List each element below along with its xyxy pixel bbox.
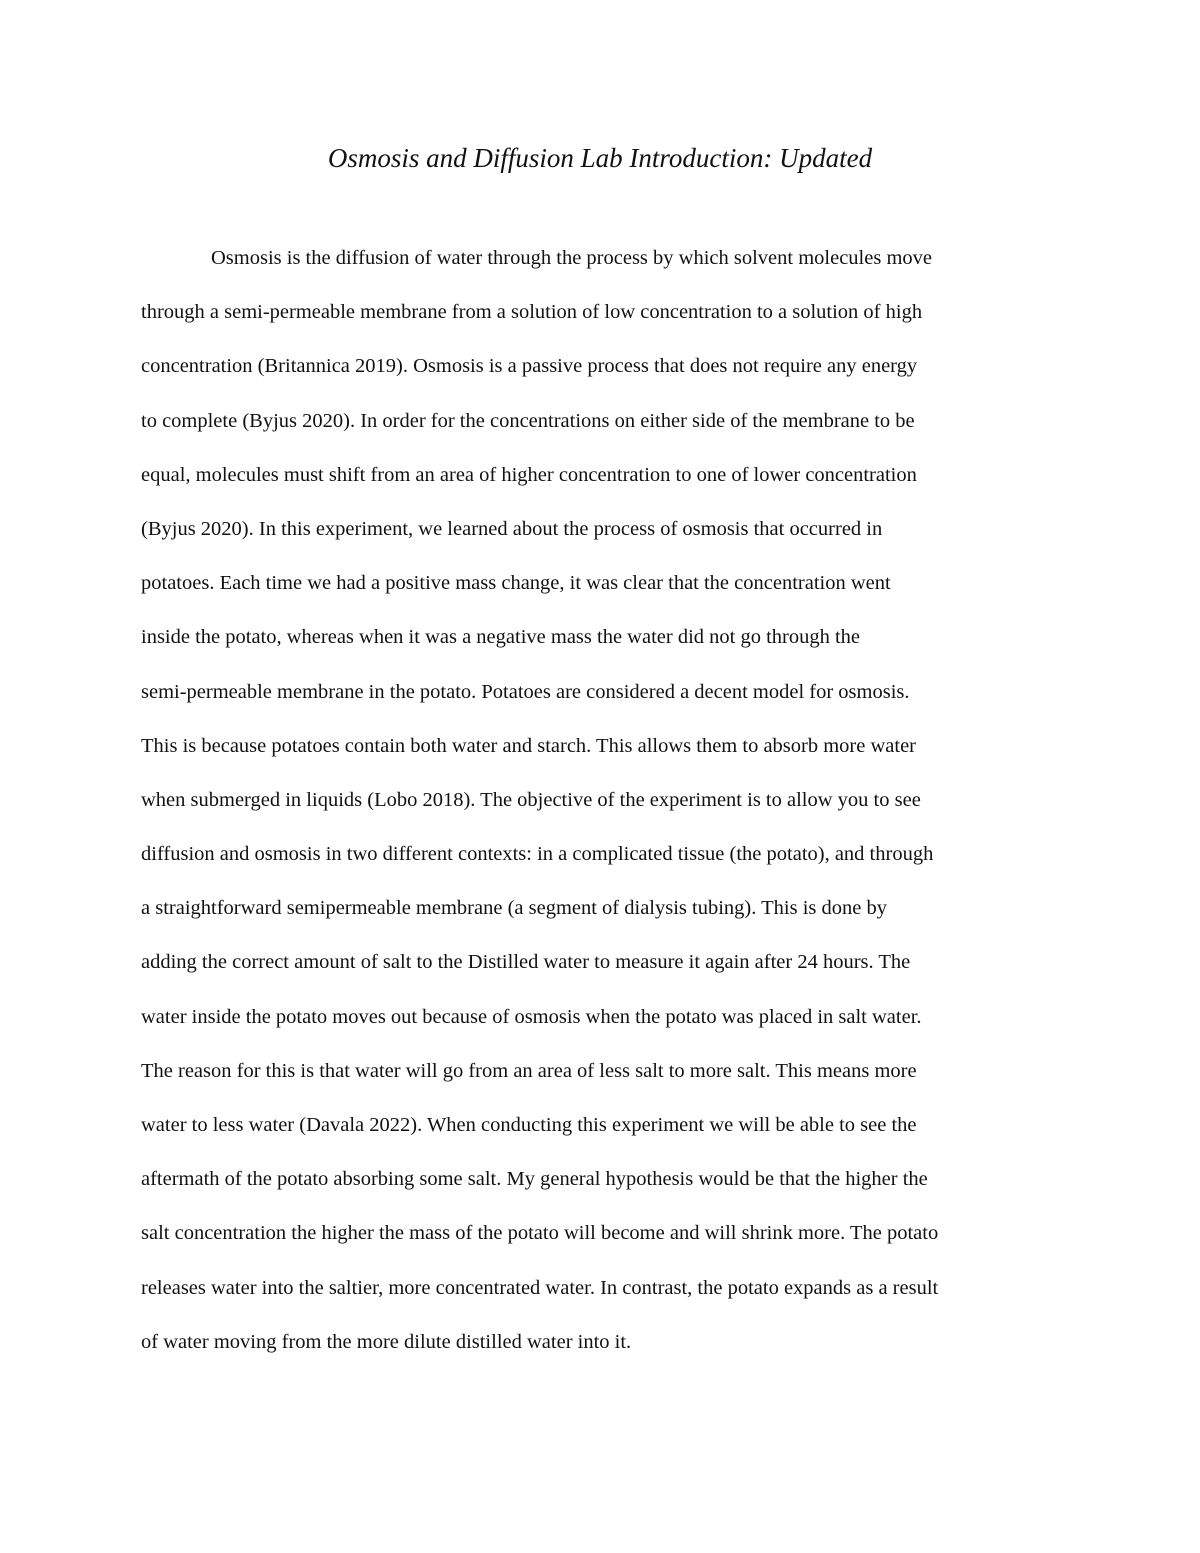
body-paragraph xyxy=(141,231,1081,1369)
paragraph-line: This is because potatoes contain both water and starch. This allows them to absorb more water xyxy=(141,734,916,757)
paragraph-line: potatoes. Each time we had a positive mass change, it was clear that the concentration went xyxy=(141,572,891,595)
paragraph-line: semi-permeable membrane in the potato. Potatoes are considered a decent model for osmosis. xyxy=(141,680,910,703)
paragraph-line: concentration (Britannica 2019). Osmosis is a passive process that does not require any energy xyxy=(141,355,918,378)
paragraph-line: of water moving from the more dilute distilled water into it. xyxy=(141,1330,632,1353)
paragraph-line: through a semi-permeable membrane from a solution of low concentration to a solution of high xyxy=(141,301,923,324)
paragraph-line: aftermath of the potato absorbing some salt. My general hypothesis would be that the higher the xyxy=(141,1168,928,1191)
paragraph-line: water to less water (Davala 2022). When conducting this experiment we will be able to see the xyxy=(141,1114,917,1136)
paragraph-line: The reason for this is that water will go from an area of less salt to more salt. This means more xyxy=(141,1059,917,1082)
paragraph-line: equal, molecules must shift from an area of higher concentration to one of lower concentration xyxy=(141,463,917,486)
paragraph-line: adding the correct amount of salt to the Distilled water to measure it again after 24 hours. The xyxy=(141,951,911,974)
paragraph-line: when submerged in liquids (Lobo 2018). The objective of the experiment is to allow you to see xyxy=(141,788,921,811)
paragraph-line: (Byjus 2020). In this experiment, we learned about the process of osmosis that occurred in xyxy=(141,517,883,540)
paragraph-line: diffusion and osmosis in two different contexts: in a complicated tissue (the potato), and through xyxy=(141,843,934,866)
paragraph-line: salt concentration the higher the mass of the potato will become and will shrink more. The potato xyxy=(141,1222,939,1245)
document-title: Osmosis and Diffusion Lab Introduction: Updated xyxy=(327,143,873,173)
paragraph-line: a straightforward semipermeable membrane (a segment of dialysis tubing). This is done by xyxy=(141,897,887,920)
paragraph-line: to complete (Byjus 2020). In order for the concentrations on either side of the membrane to be xyxy=(141,409,915,432)
paragraph-line: inside the potato, whereas when it was a negative mass the water did not go through the xyxy=(141,626,861,649)
paragraph-line: Osmosis is the diffusion of water through the process by which solvent molecules move xyxy=(211,247,932,269)
paragraph-line: releases water into the saltier, more concentrated water. In contrast, the potato expands as a result xyxy=(141,1276,939,1299)
paragraph-line: water inside the potato moves out because of osmosis when the potato was placed in salt water. xyxy=(141,1005,922,1028)
